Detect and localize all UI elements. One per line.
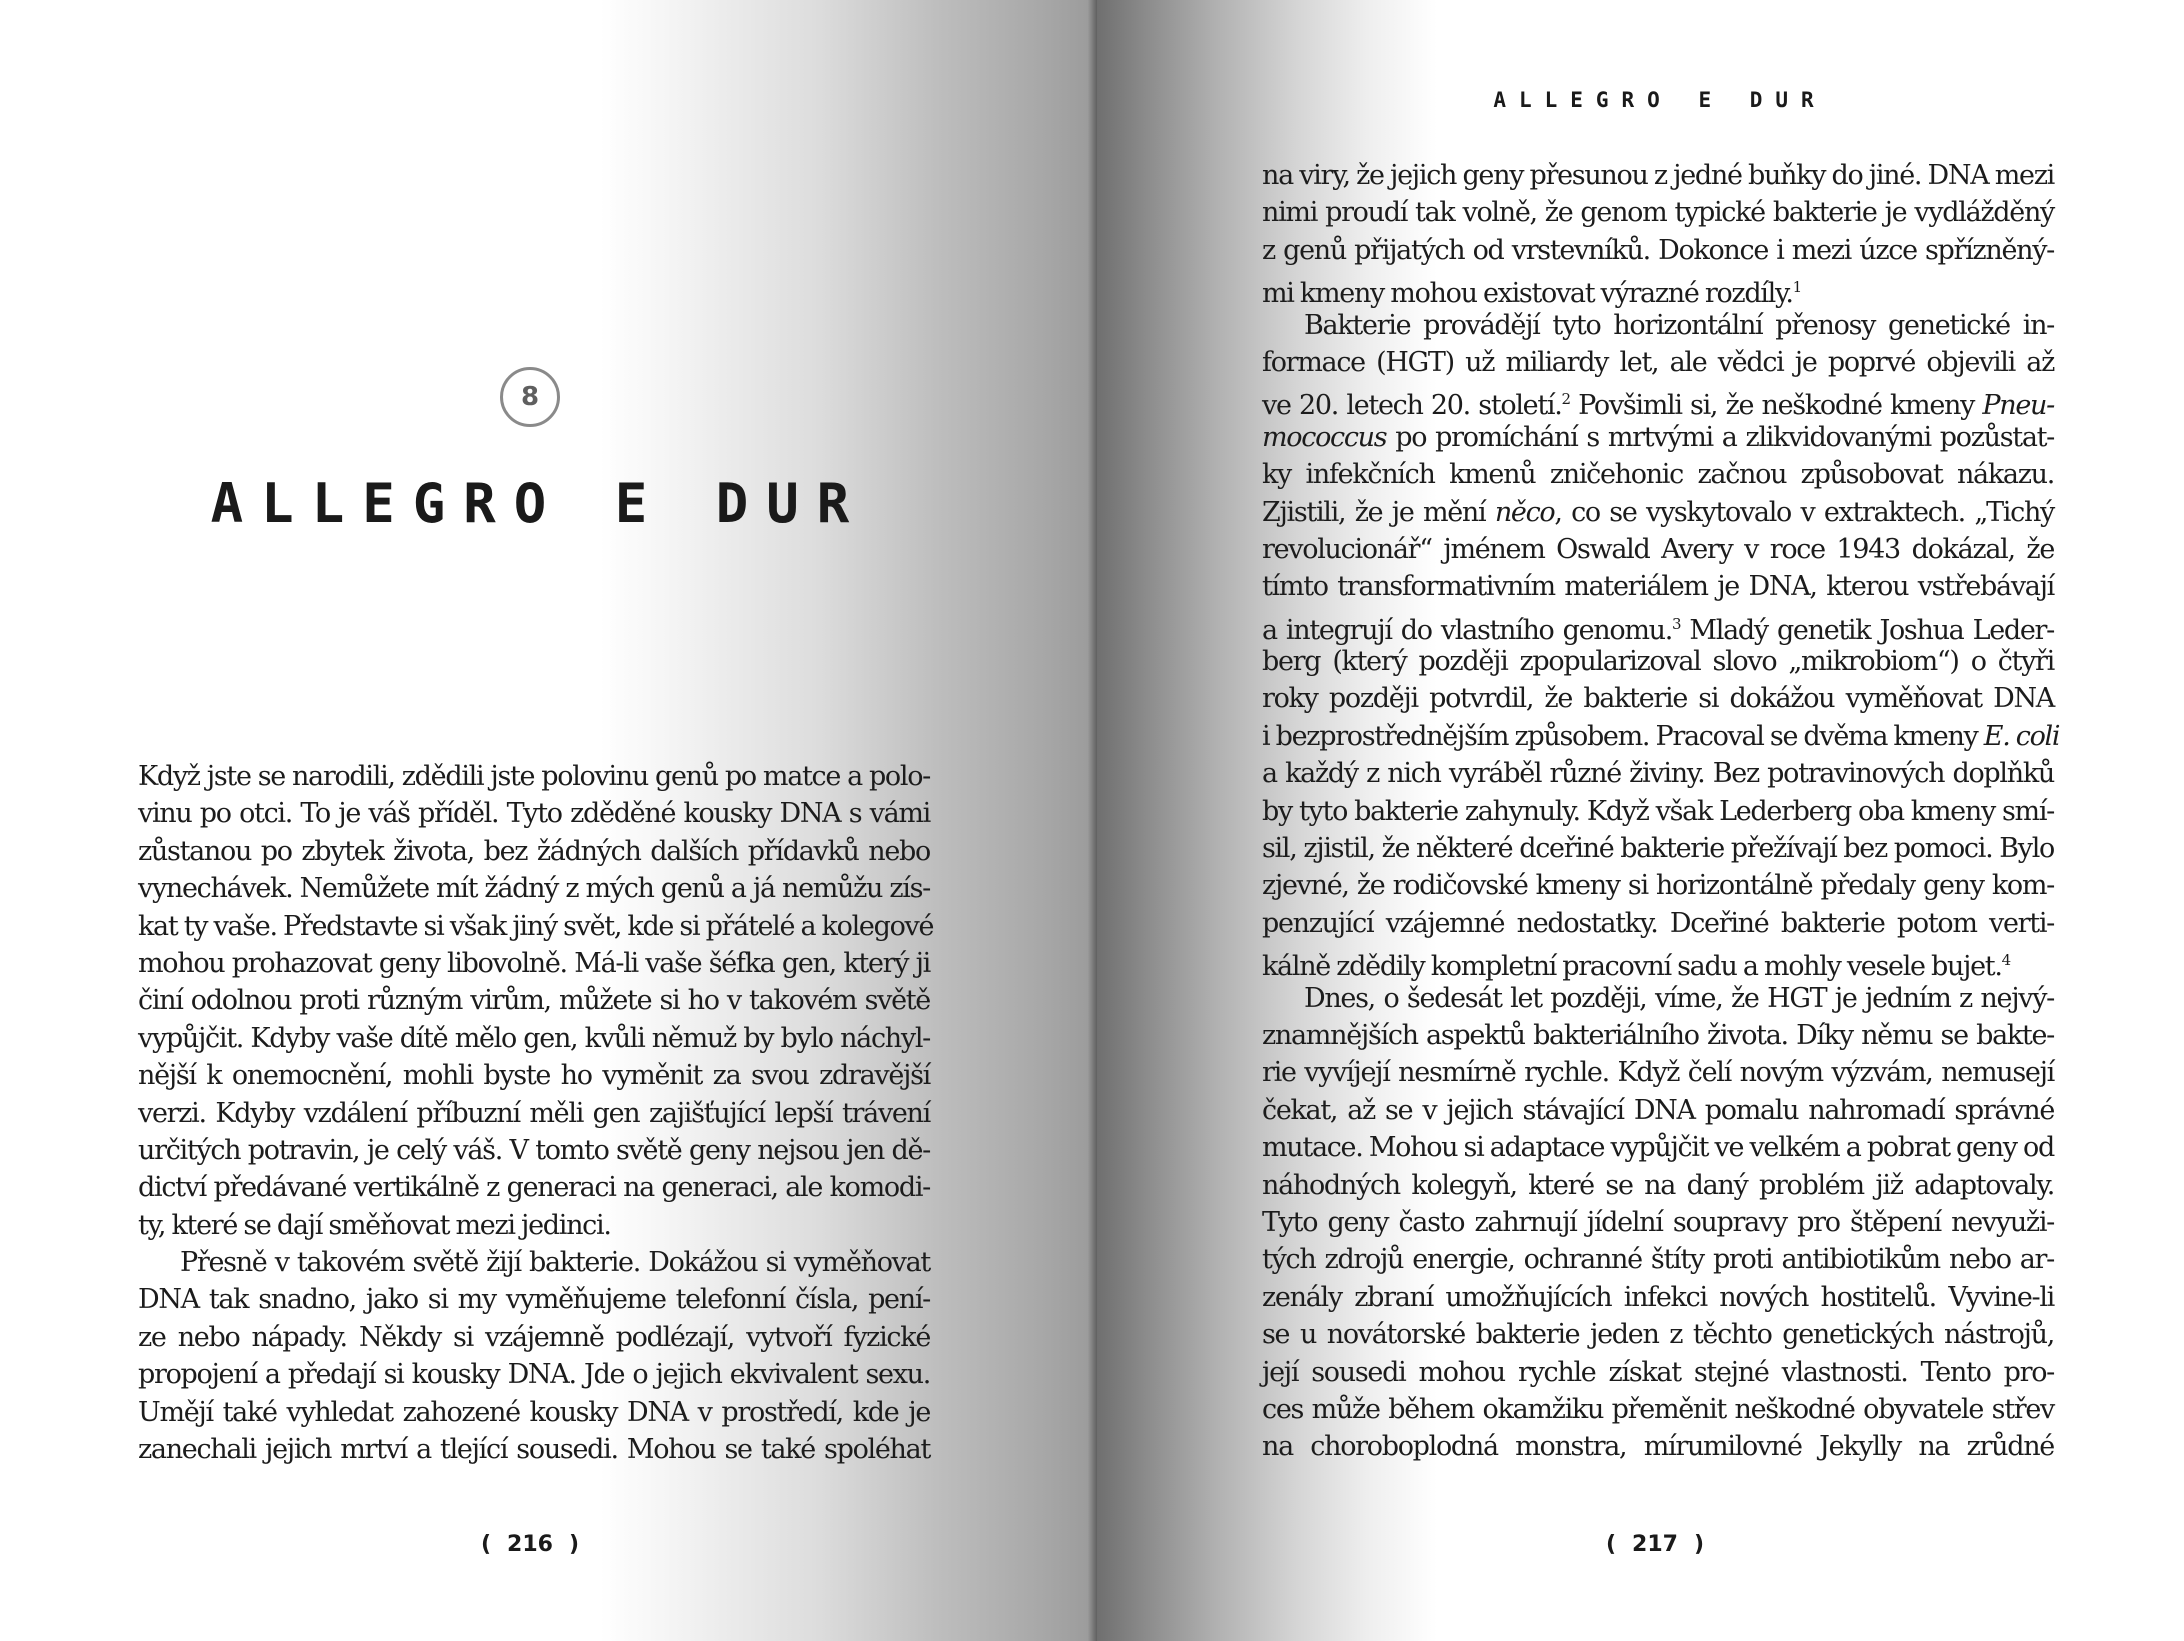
text-line: Dnes, o šedesát let později, víme, že HGT je jedním z nejvý- — [1304, 982, 2054, 1014]
text-line: tímto transformativním materiálem je DNA, kterou vstřebávají — [1262, 571, 2054, 603]
folio-bracket-close: ) — [1693, 1532, 1705, 1557]
text-line: kat ty vaše. Představte si však jiný svět, kde si přátelé a kolegové — [138, 910, 934, 942]
text-line: nimi proudí tak volně, že genom typické bakterie je vydlážděný — [1262, 197, 2054, 229]
text-line: ky infekčních kmenů zničehonic začnou způsobovat nákazu. — [1262, 459, 2054, 491]
right-body-text — [1262, 157, 2060, 1466]
text-line: zůstanou po zbytek života, bez žádných dalších přídavků nebo — [138, 835, 930, 867]
text-line: berg (který později zpopularizoval slovo „mikrobiom“) o čtyři — [1262, 646, 2054, 678]
text-line: znamnějších aspektů bakteriálního života. Díky němu se bakte- — [1262, 1019, 2054, 1051]
text-line: Tyto geny často zahrnují jídelní soupravy pro štěpení nevyuži- — [1262, 1206, 2054, 1238]
text-line: kálně zdědily kompletní pracovní sadu a mohly vesele bujet.$^4$ — [1262, 951, 2010, 983]
page-number: 216 — [507, 1532, 553, 1557]
text-line: mi kmeny mohou existovat výrazné rozdíly.$^1$ — [1262, 278, 1801, 310]
text-line: vynechávek. Nemůžete mít žádný z mých genů a já nemůžu zís- — [138, 873, 930, 905]
text-line: mutace. Mohou si adaptace vypůjčit ve velkém a pobrat geny od — [1262, 1132, 2054, 1164]
text-line: Přesně v takovém světě žijí bakterie. Dokážou si vyměňovat — [180, 1247, 930, 1279]
page-number-right — [1575, 1532, 1735, 1557]
text-line: její sousedi mohou rychle získat stejné vlastnosti. Tento pro- — [1262, 1356, 2054, 1388]
text-line: i bezprostřednějším způsobem. Pracoval se dvěma kmeny E. coli — [1262, 720, 2060, 752]
text-line: Zjistili, že je mění něco, co se vyskytovalo v extraktech. „Tichý — [1262, 496, 2054, 528]
text-line: ze nebo nápady. Někdy si vzájemně podlézají, vytvoří fyzické — [138, 1321, 930, 1353]
text-line: zenály zbraní umožňujících infekci nových hostitelů. Vyvine-li — [1262, 1281, 2054, 1313]
text-line: se u novátorské bakterie jeden z těchto genetických nástrojů, — [1262, 1319, 2054, 1351]
running-head: ALLEGRO E DUR — [1493, 88, 1827, 112]
footnote-ref: 3 — [1672, 614, 1681, 633]
text-line: DNA tak snadno, jako si my vyměňujeme telefonní čísla, pení- — [138, 1284, 930, 1316]
text-line: vypůjčit. Kdyby vaše dítě mělo gen, kvůli němuž by bylo náchyl- — [138, 1022, 930, 1054]
chapter-number-badge — [500, 367, 560, 427]
text-line: z genů přijatých od vrstevníků. Dokonce i mezi úzce spřízněný- — [1262, 234, 2054, 266]
text-line: sil, zjistil, že některé dceřiné bakterie přežívají bez pomoci. Bylo — [1262, 833, 2054, 865]
footnote-ref: 1 — [1792, 278, 1801, 297]
folio-bracket-open: ( — [1605, 1532, 1617, 1557]
text-line: Umějí také vyhledat zahozené kousky DNA v prostředí, kde je — [138, 1396, 930, 1428]
text-line: zanechali jejich mrtví a tlející sousedi. Mohou se také spoléhat — [138, 1434, 930, 1466]
page-number: 217 — [1632, 1532, 1678, 1557]
text-line: formace (HGT) už miliardy let, ale vědci je poprvé objevili až — [1262, 346, 2054, 378]
text-line: zjevné, že rodičovské kmeny si horizontálně předaly geny kom- — [1262, 870, 2054, 902]
text-line: a každý z nich vyráběl různé živiny. Bez potravinových doplňků — [1262, 758, 2054, 790]
folio-bracket-open: ( — [480, 1532, 492, 1557]
folio-bracket-close: ) — [568, 1532, 580, 1557]
footnote-ref: 2 — [1561, 390, 1570, 409]
text-line: revolucionář“ jménem Oswald Avery v roce 1943 dokázal, že — [1262, 533, 2054, 565]
text-line: na choroboplodná monstra, mírumilovné Jekylly na zrůdné — [1262, 1431, 2054, 1463]
text-line: čekat, až se v jejich stávající DNA pomalu nahromadí správné — [1262, 1094, 2054, 1126]
text-line: nější k onemocnění, mohli byste ho vyměnit za svou zdravější — [138, 1060, 930, 1092]
chapter-number: 8 — [520, 382, 540, 412]
text-line: Když jste se narodili, zdědili jste polovinu genů po matce a polo- — [138, 761, 930, 792]
text-line: ve 20. letech 20. století.$^2$ Povšimli si, že neškodné kmeny Pneu- — [1262, 390, 2054, 422]
text-line: rie vyvíjejí nesmírně rychle. Když čelí novým výzvám, nemusejí — [1262, 1057, 2054, 1089]
text-line: verzi. Kdyby vzdálení příbuzní měli gen zajišťující lepší trávení — [138, 1097, 930, 1129]
text-line: náhodných kolegyň, které se na daný problém již adaptovaly. — [1262, 1169, 2054, 1201]
footnote-ref: 4 — [2001, 951, 2010, 970]
text-line: tých zdrojů energie, ochranné štíty proti antibiotikům nebo ar- — [1262, 1244, 2054, 1276]
text-line: Bakterie provádějí tyto horizontální přenosy genetické in- — [1304, 309, 2054, 341]
text-line: na viry, že jejich geny přesunou z jedné buňky do jiné. DNA mezi — [1262, 160, 2054, 191]
text-line: určitých potravin, je celý váš. V tomto světě geny nejsou jen dě- — [138, 1134, 930, 1166]
text-line: propojení a předají si kousky DNA. Jde o jejich ekvivalent sexu. — [138, 1359, 930, 1391]
chapter-title: ALLEGRO E DUR — [210, 472, 868, 535]
text-line: penzující vzájemné nedostatky. Dceřiné bakterie potom verti- — [1262, 907, 2054, 939]
text-line: a integrují do vlastního genomu.$^3$ Mladý genetik Joshua Leder- — [1262, 614, 2054, 646]
text-line: by tyto bakterie zahynuly. Když však Lederberg oba kmeny smí- — [1262, 795, 2054, 827]
text-line: ces může během okamžiku přeměnit neškodné obyvatele střev — [1262, 1393, 2054, 1425]
left-body-text — [138, 758, 934, 1468]
text-line: činí odolnou proti různým virům, můžete si ho v takovém světě — [138, 985, 930, 1017]
page-number-left — [450, 1532, 610, 1557]
text-line: roky později potvrdil, že bakterie si dokážou vyměňovat DNA — [1262, 683, 2054, 715]
text-line: vinu po otci. To je váš příděl. Tyto zděděné kousky DNA s vámi — [138, 798, 930, 830]
text-line: mohou prohazovat geny libovolně. Má-li vaše šéfka gen, který ji — [138, 947, 930, 979]
text-line: dictví předávané vertikálně z generaci na generaci, ale komodi- — [138, 1172, 930, 1204]
text-line: mococcus po promíchání s mrtvými a zlikvidovanými pozůstat- — [1262, 421, 2054, 453]
text-line: ty, které se dají směňovat mezi jedinci. — [138, 1209, 611, 1241]
